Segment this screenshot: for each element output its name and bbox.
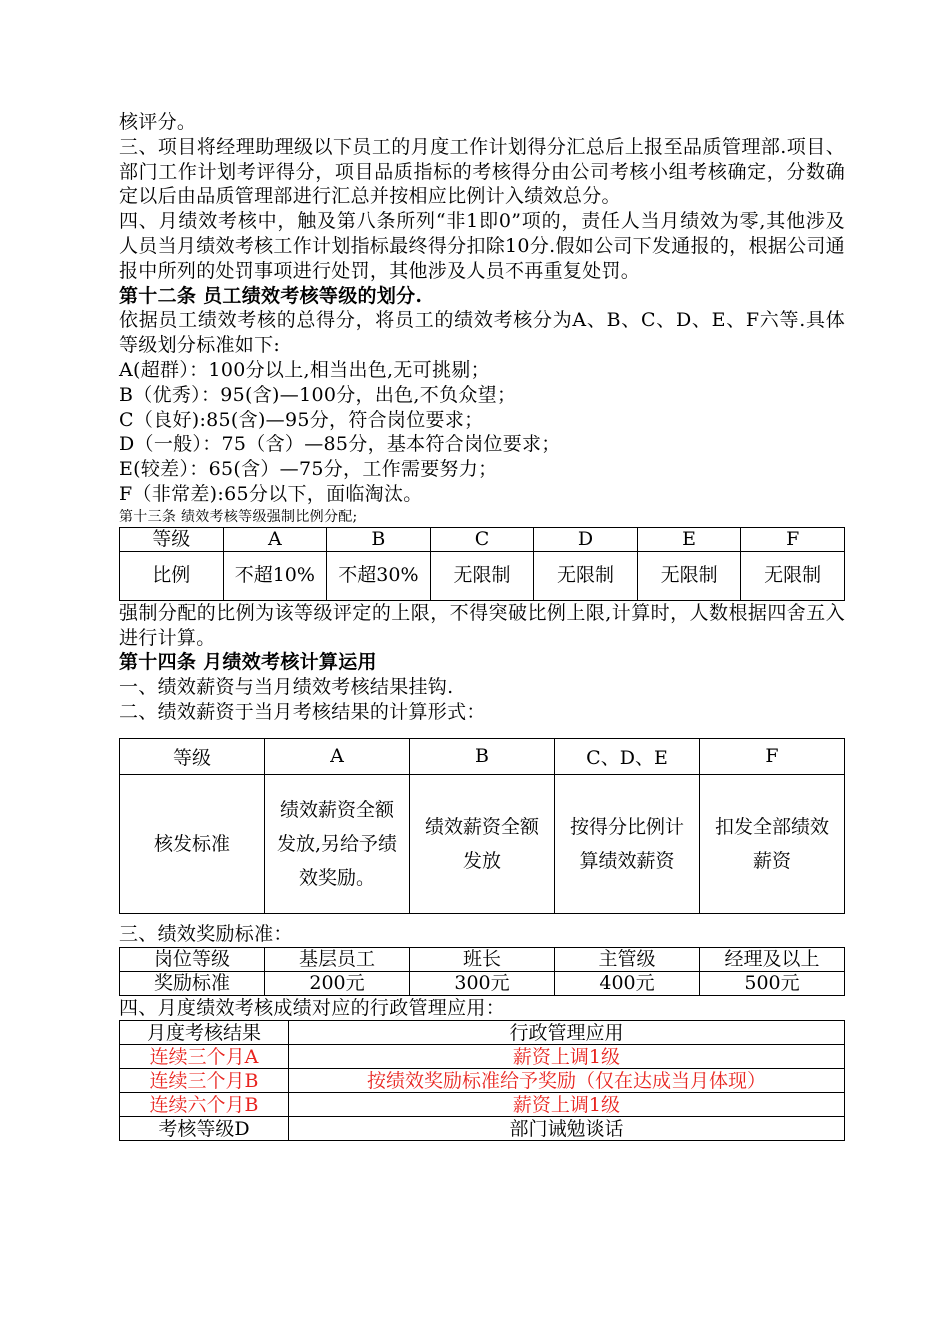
grade-line-c: C（良好):85(含)—95分，符合岗位要求； <box>119 408 484 431</box>
table-cell: 基层员工 <box>265 947 410 971</box>
table-cell: 400元 <box>555 971 700 995</box>
table-cell: 连续三个月B <box>120 1069 289 1093</box>
article-14-item-4: 四、月度绩效考核成绩对应的行政管理应用： <box>119 996 506 1019</box>
calc-table-header <box>120 738 845 774</box>
paragraph-continuation: 核评分。 <box>119 111 197 133</box>
table-cell: 200元 <box>265 971 410 995</box>
article-13-heading: 第十三条 绩效考核等级强制比例分配; <box>119 508 358 525</box>
table-cell: 按得分比例计算绩效薪资 <box>555 774 700 913</box>
article-14-item-1: 一、绩效薪资与当月绩效考核结果挂钩. <box>119 676 454 699</box>
grade-line-e: E(较差）：65(含）—75分，工作需要努力； <box>119 458 498 481</box>
paragraph-item-3: 三、项目将经理助理级以下员工的月度工作计划得分汇总后上报至品质管理部.项目、部门工作计划考评得分，项目品质指标的考核得分由公司考核小组考核确定，分数确定以后由品质管理部进行汇总并按相应比例计入绩效总分。 <box>119 135 845 208</box>
ratio-note: 强制分配的比例为该等级评定的上限，不得突破比例上限,计算时，人数根据四舍五入进行计算。 <box>119 601 845 649</box>
table-cell: D <box>534 527 638 551</box>
table-cell: 无限制 <box>741 551 845 600</box>
table-cell: C <box>430 527 534 551</box>
table-cell: 不超30% <box>327 551 431 600</box>
article-14-item-3: 三、绩效奖励标准： <box>119 922 293 945</box>
table-cell: F <box>700 738 845 774</box>
table-cell: 经理及以上 <box>700 947 845 971</box>
table-cell: 部门诫勉谈话 <box>288 1117 844 1141</box>
calc-table <box>119 738 845 914</box>
table-cell: 不超10% <box>223 551 327 600</box>
table-cell: 连续三个月A <box>120 1045 289 1069</box>
ratio-table <box>119 527 845 601</box>
table-cell: 核发标准 <box>120 774 265 913</box>
table-cell: 考核等级D <box>120 1117 289 1141</box>
grade-line-a: A(超群）：100分以上,相当出色,无可挑剔； <box>119 358 490 381</box>
table-cell: C、D、E <box>555 738 700 774</box>
table-cell: 月度考核结果 <box>120 1021 289 1045</box>
admin-table-row <box>120 1117 845 1141</box>
paragraph-item-4: 四、月绩效考核中，触及第八条所列“非1即0”项的，责任人当月绩效为零,其他涉及人员当月绩效考核工作计划指标最终得分扣除10分.假如公司下发通报的，根据公司通报中所列的处罚事项进行处罚，其他涉及人员不再重复处罚。 <box>119 210 845 282</box>
table-cell: 岗位等级 <box>120 947 265 971</box>
reward-table <box>119 947 845 996</box>
reward-table-row <box>120 971 845 995</box>
admin-table-row <box>120 1045 845 1069</box>
ratio-table-header <box>120 527 845 551</box>
table-cell: B <box>410 738 555 774</box>
article-12-intro: 依据员工绩效考核的总得分，将员工的绩效考核分为A、B、C、D、E、F六等.具体等级划分标准如下: <box>119 309 845 357</box>
table-cell: 等级 <box>120 738 265 774</box>
table-cell: 行政管理应用 <box>288 1021 844 1045</box>
table-cell: 比例 <box>120 551 224 600</box>
table-cell: 等级 <box>120 527 224 551</box>
table-cell: 班长 <box>410 947 555 971</box>
document-page <box>119 110 845 1141</box>
table-cell: 主管级 <box>555 947 700 971</box>
reward-table-header <box>120 947 845 971</box>
grade-line-d: D（一般）：75（含）—85分，基本符合岗位要求； <box>119 433 561 456</box>
calc-table-row <box>120 774 845 913</box>
admin-table-row <box>120 1093 845 1117</box>
table-cell: 300元 <box>410 971 555 995</box>
article-14-heading: 第十四条 月绩效考核计算运用 <box>119 651 377 674</box>
table-cell: 扣发全部绩效薪资 <box>700 774 845 913</box>
admin-table-row <box>120 1069 845 1093</box>
admin-table <box>119 1020 845 1141</box>
table-cell: 按绩效奖励标准给予奖励（仅在达成当月体现） <box>288 1069 844 1093</box>
table-cell: 绩效薪资全额发放 <box>410 774 555 913</box>
table-cell: 薪资上调1级 <box>288 1045 844 1069</box>
admin-table-header <box>120 1021 845 1045</box>
article-14-item-2: 二、绩效薪资于当月考核结果的计算形式： <box>119 700 486 723</box>
table-cell: A <box>223 527 327 551</box>
table-cell: E <box>637 527 741 551</box>
table-cell: 奖励标准 <box>120 971 265 995</box>
table-cell: 500元 <box>700 971 845 995</box>
article-12-heading: 第十二条 员工绩效考核等级的划分. <box>119 284 423 307</box>
table-cell: 无限制 <box>637 551 741 600</box>
grade-line-f: F（非常差):65分以下，面临淘汰。 <box>119 482 423 505</box>
table-cell: 绩效薪资全额发放,另给予绩效奖励。 <box>265 774 410 913</box>
table-cell: 连续六个月B <box>120 1093 289 1117</box>
table-cell: 无限制 <box>430 551 534 600</box>
ratio-table-row <box>120 551 845 600</box>
table-cell: 薪资上调1级 <box>288 1093 844 1117</box>
table-cell: A <box>265 738 410 774</box>
table-cell: F <box>741 527 845 551</box>
grade-line-b: B（优秀）：95(含)—100分，出色,不负众望； <box>119 383 517 406</box>
table-cell: B <box>327 527 431 551</box>
table-cell: 无限制 <box>534 551 638 600</box>
